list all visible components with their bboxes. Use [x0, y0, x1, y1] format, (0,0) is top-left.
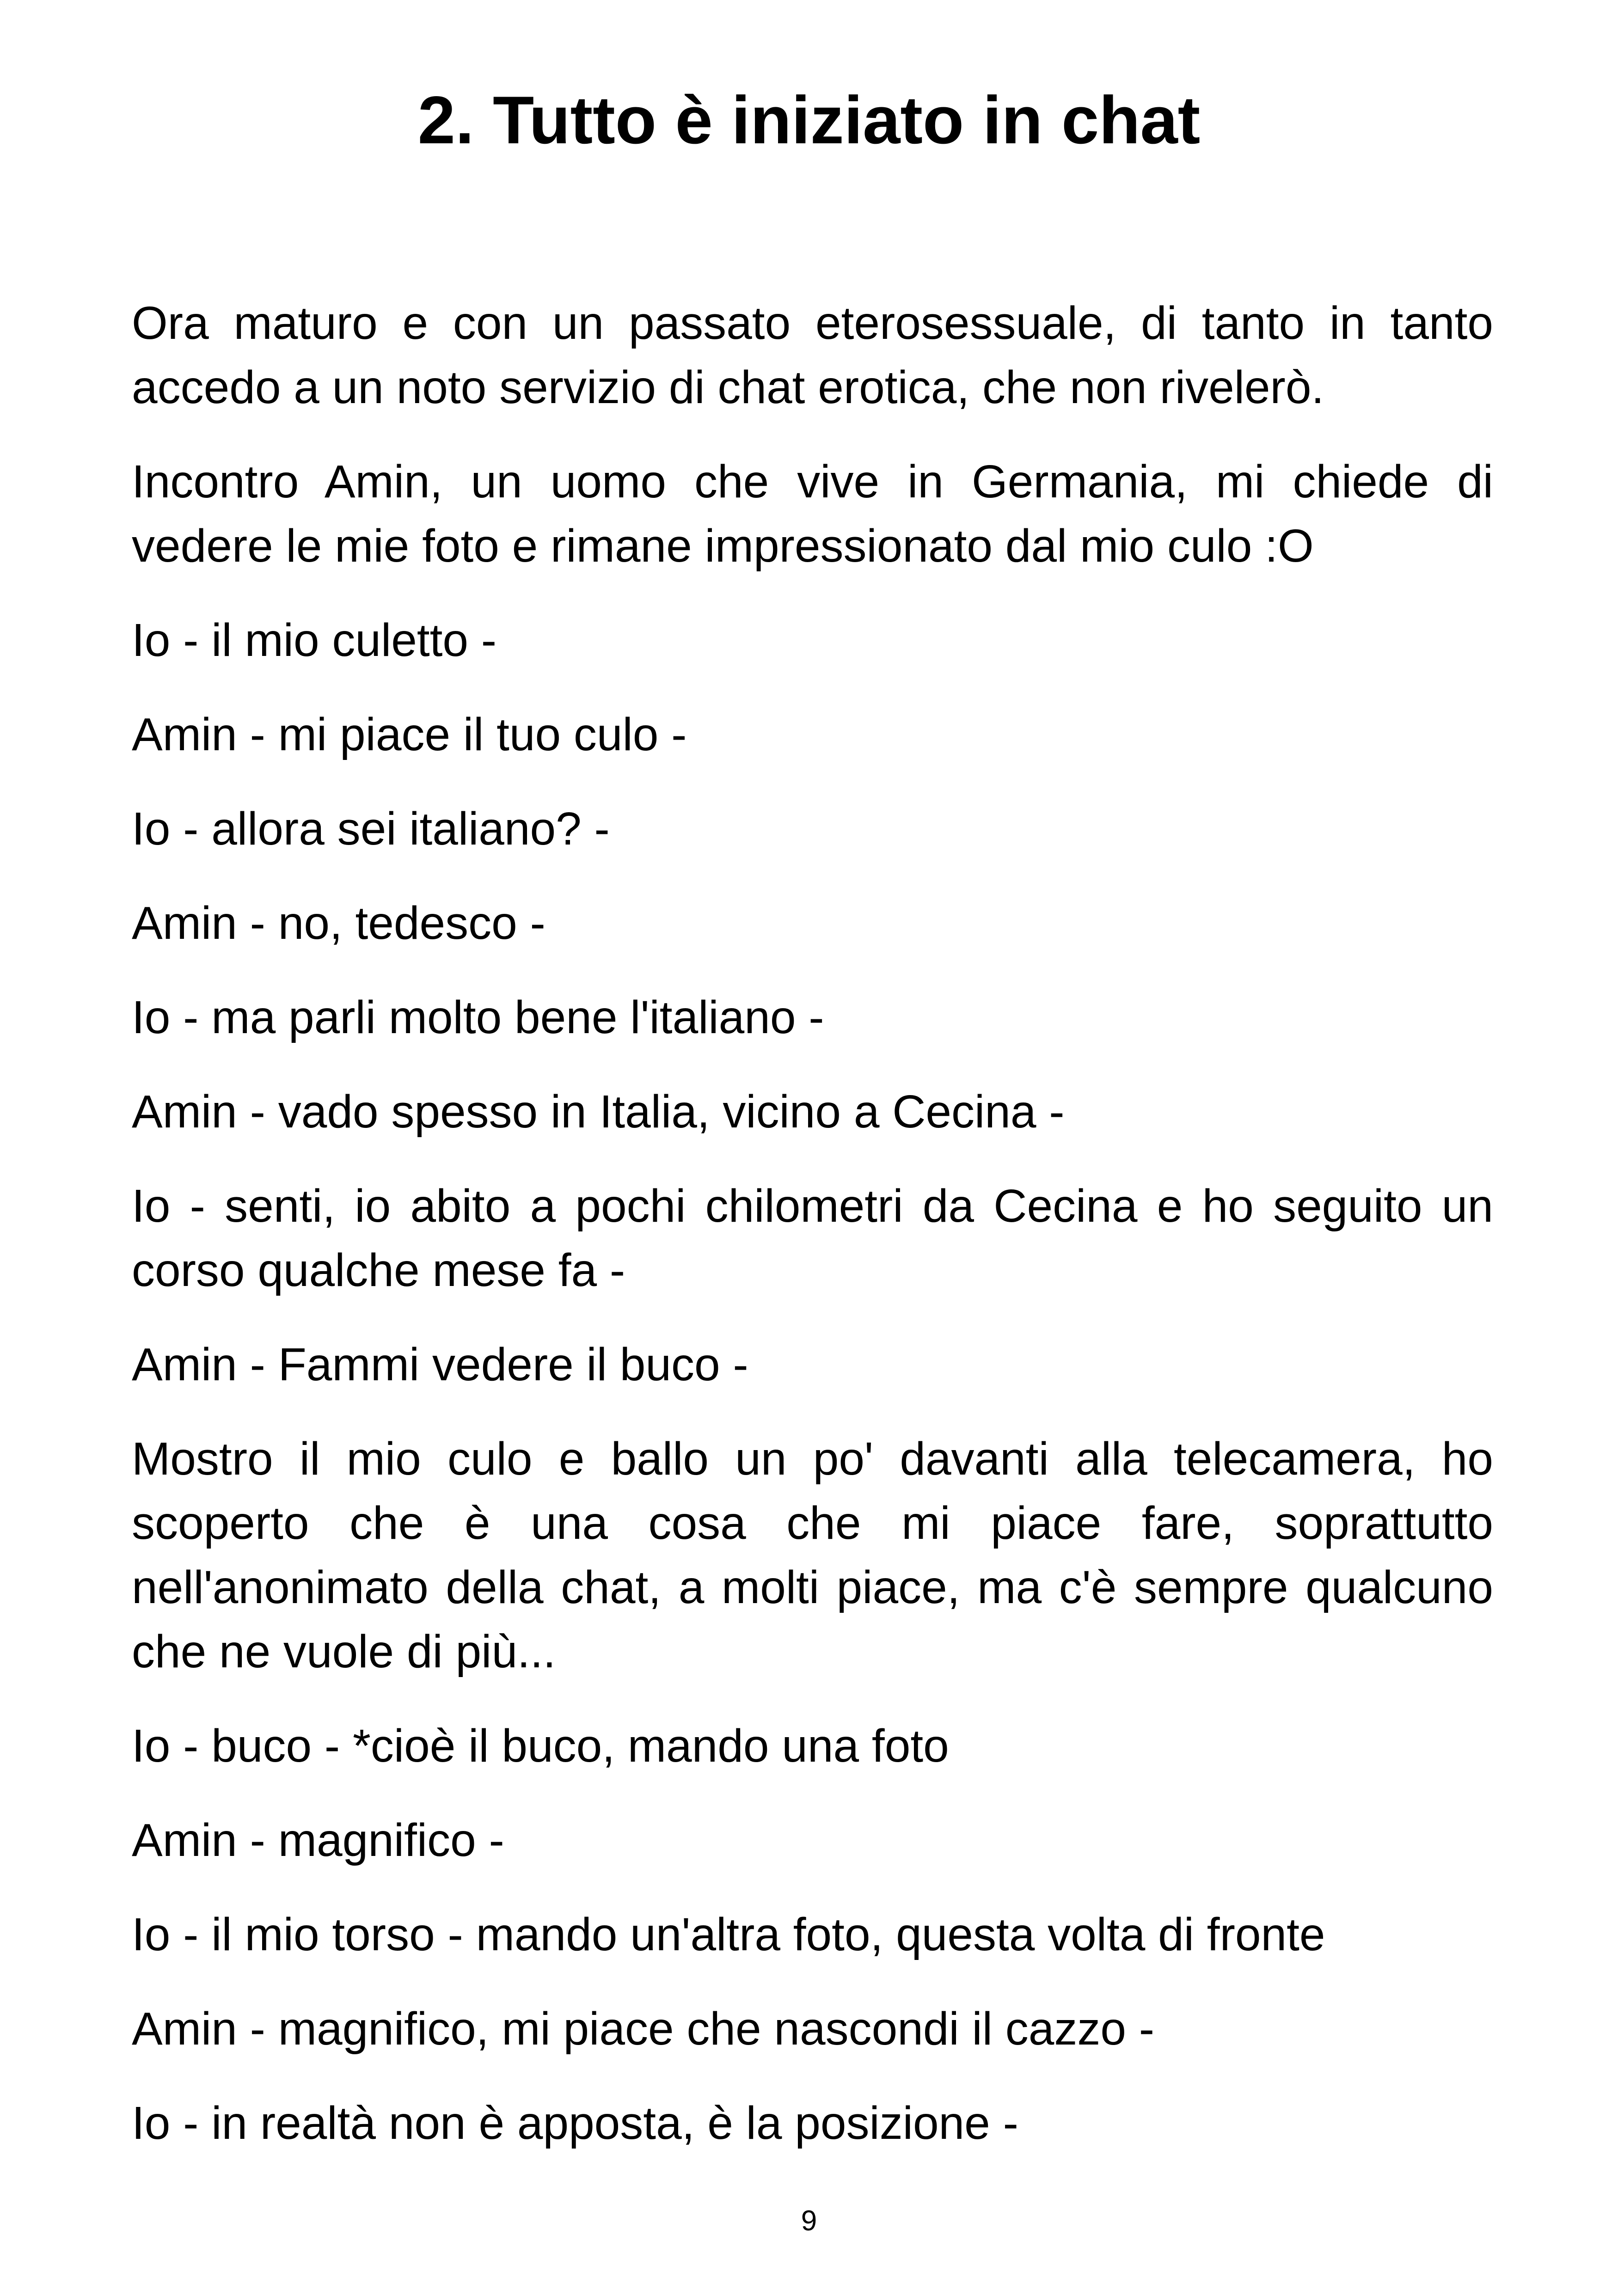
dialogue-line: Amin - Fammi vedere il buco -	[132, 1339, 748, 1390]
body-text	[132, 291, 1493, 2186]
dialogue-line: Io - allora sei italiano? -	[132, 803, 610, 855]
dialogue-line: Io - senti, io abito a pochi chilometri da Cecina e ho seguito un corso qualche mese fa -	[132, 1180, 1493, 1296]
dialogue-line: Amin - no, tedesco -	[132, 897, 545, 949]
paragraph: Ora maturo e con un passato eterosessuale, di tanto in tanto accedo a un noto servizio di chat erotica, che non rivelerò.	[132, 297, 1493, 413]
chapter-title: 2. Tutto è iniziato in chat	[417, 82, 1201, 158]
page-number: 9	[801, 2205, 817, 2237]
dialogue-line: Io - in realtà non è apposta, è la posizione -	[132, 2097, 1018, 2149]
dialogue-line: Amin - vado spesso in Italia, vicino a Cecina -	[132, 1086, 1065, 1138]
dialogue-line: Io - ma parli molto bene l'italiano -	[132, 992, 824, 1043]
paragraph: Mostro il mio culo e ballo un po' davanti alla telecamera, ho scoperto che è una cosa che mi piace fare, soprattutto nell'anonimato della chat, a molti piace, ma c'è sempre qualcuno che ne vuole di più...	[132, 1433, 1493, 1678]
paragraph: Incontro Amin, un uomo che vive in Germania, mi chiede di vedere le mie foto e rimane impressionato dal mio culo :O	[132, 456, 1493, 572]
dialogue-line: Io - buco - *cioè il buco, mando una foto	[132, 1720, 949, 1772]
dialogue-line: Io - il mio culetto -	[132, 614, 497, 666]
dialogue-line: Amin - mi piace il tuo culo -	[132, 709, 687, 760]
dialogue-line: Io - il mio torso - mando un'altra foto, questa volta di fronte	[132, 1909, 1325, 1960]
dialogue-line: Amin - magnifico, mi piace che nascondi il cazzo -	[132, 2003, 1155, 2055]
dialogue-line: Amin - magnifico -	[132, 1814, 504, 1866]
